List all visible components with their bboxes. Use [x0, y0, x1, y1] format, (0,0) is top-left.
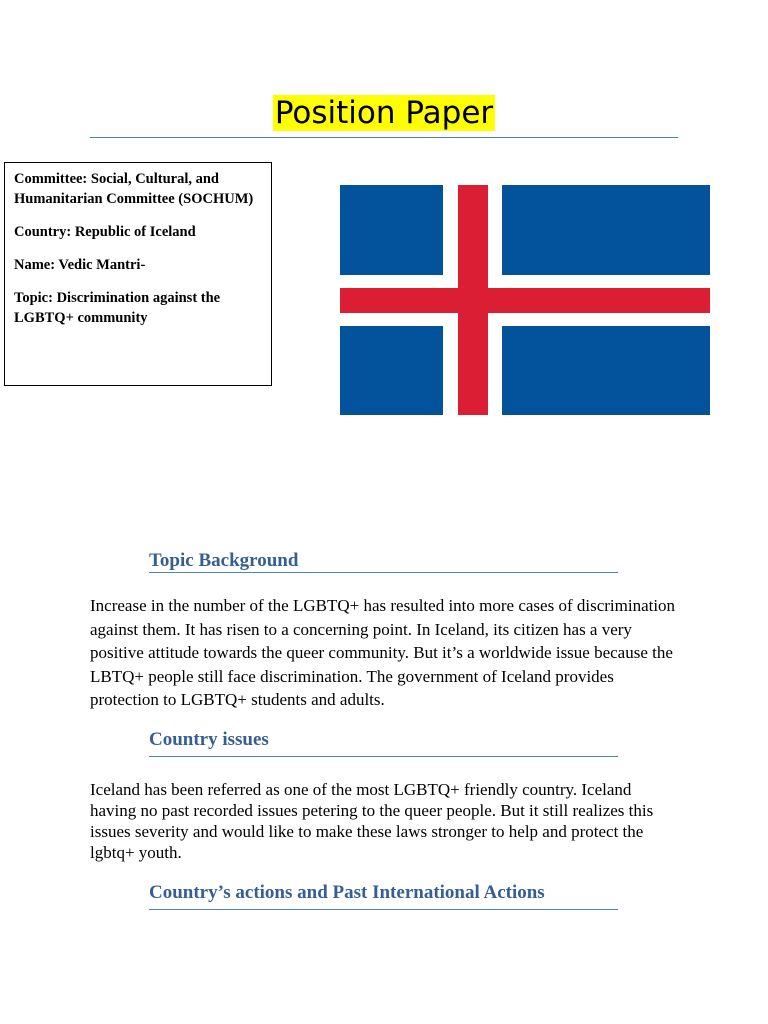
document-title-text: Position Paper [274, 95, 494, 131]
section-divider [149, 909, 618, 910]
iceland-flag-image [340, 185, 710, 415]
section-body-country-issues: Iceland has been referred as one of the most LGBTQ+ friendly country. Iceland having no past recorded issues petering to the queer people. But it still realizes this issues severity and would like to make these laws stronger to help and protect the lgbtq+ youth. [90, 780, 654, 862]
name-line: Name: Vedic Mantri- [14, 257, 146, 273]
section-heading-country-issues: Country issues [149, 729, 269, 750]
topic-line: Topic: Discrimination against the LGBTQ+ community [14, 290, 221, 326]
flag-red-cross-horizontal [340, 288, 710, 313]
section-heading-topic-background: Topic Background [149, 550, 299, 571]
section-divider [149, 756, 618, 757]
section-divider [149, 572, 618, 573]
committee-line: Committee: Social, Cultural, and Humanitarian Committee (SOCHUM) [14, 171, 254, 207]
document-title [0, 92, 768, 134]
section-heading-country-actions: Country’s actions and Past International Actions [149, 882, 545, 903]
section-body-topic-background: Increase in the number of the LGBTQ+ has resulted into more cases of discrimination against them. It has risen to a concerning point. In Iceland, its citizen has a very positive attitude towards the queer community. But it’s a worldwide issue because the LBTQ+ people still face discrimination. The government of Iceland provides protection to LGBTQ+ students and adults. [90, 596, 676, 710]
title-divider [90, 137, 678, 138]
delegate-info-box [4, 162, 272, 386]
country-line: Country: Republic of Iceland [14, 224, 196, 240]
